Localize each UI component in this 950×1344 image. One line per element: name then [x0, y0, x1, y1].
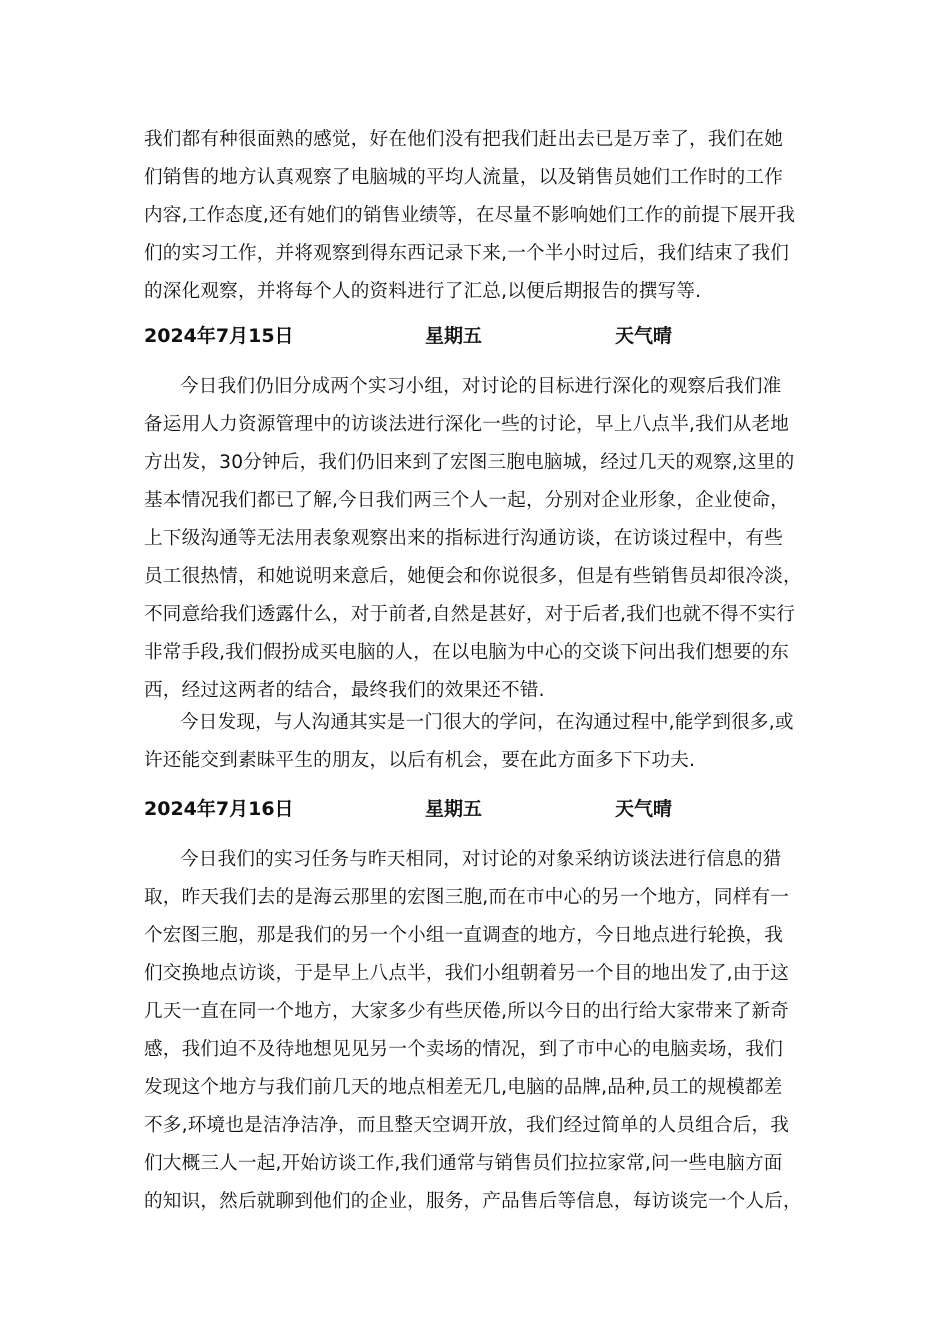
text-line: 的深化观察，并将每个人的资料进行了汇总,以便后期报告的撰写等. [144, 281, 702, 302]
text-line: 基本情况我们都已了解,今日我们两三个人一起，分别对企业形象，企业使命， [144, 490, 790, 511]
text-line: 内容,工作态度,还有她们的销售业绩等，在尽量不影响她们工作的前提下展开我 [144, 205, 796, 226]
text-line: 西，经过这两者的结合，最终我们的效果还不错. [144, 680, 545, 701]
entry-weekday: 星期五 [425, 325, 483, 347]
text-line: 今日发现，与人沟通其实是一门很大的学问，在沟通过程中,能学到很多,或 [180, 712, 794, 733]
text-line: 发现这个地方与我们前几天的地点相差无几,电脑的品牌,品种,员工的规模都差 [144, 1077, 783, 1098]
text-line: 备运用人力资源管理中的访谈法进行深化一些的讨论，早上八点半,我们从老地 [144, 414, 790, 435]
text-line: 今日我们的实习任务与昨天相同，对讨论的对象采纳访谈法进行信息的猎 [180, 849, 782, 870]
entry-weekday: 星期五 [425, 798, 483, 820]
paragraph-entry-2 [144, 841, 824, 1221]
text-line: 感，我们迫不及待地想见见另一个卖场的情况，到了市中心的电脑卖场，我们 [144, 1039, 783, 1060]
entry-date: 2024年7月16日 [144, 798, 294, 820]
text-line: 上下级沟通等无法用表象观察出来的指标进行沟通访谈，在访谈过程中，有些 [144, 528, 783, 549]
entry-weather: 天气晴 [615, 798, 673, 820]
text-line: 我们都有种很面熟的感觉，好在他们没有把我们赶出去已是万幸了，我们在她 [144, 129, 783, 150]
text-line: 不同意给我们透露什么，对于前者,自然是甚好，对于后者,我们也就不得不实行 [144, 604, 796, 625]
text-line: 非常手段,我们假扮成买电脑的人，在以电脑为中心的交谈下问出我们想要的东 [144, 642, 790, 663]
text-line: 几天一直在同一个地方，大家多少有些厌倦,所以今日的出行给大家带来了新奇 [144, 1001, 790, 1022]
text-line: 不多,环境也是洁净洁净，而且整天空调开放，我们经过简单的人员组合后，我 [144, 1115, 790, 1136]
text-line: 取，昨天我们去的是海云那里的宏图三胞,而在市中心的另一个地方，同样有一 [144, 887, 790, 908]
entry-date: 2024年7月15日 [144, 325, 294, 347]
text-line: 许还能交到素昧平生的朋友，以后有机会，要在此方面多下下功夫. [144, 750, 696, 771]
paragraph-continued [144, 121, 824, 311]
paragraph-entry-1 [144, 368, 824, 710]
text-line: 个宏图三胞，那是我们的另一个小组一直调查的地方，今日地点进行轮换，我 [144, 925, 783, 946]
paragraph-entry-1-summary [144, 704, 824, 780]
entry-weather: 天气晴 [615, 325, 673, 347]
text-line: 们的实习工作，并将观察到得东西记录下来,一个半小时过后，我们结束了我们 [144, 243, 790, 264]
text-line: 们交换地点访谈，于是早上八点半，我们小组朝着另一个目的地出发了,由于这 [144, 963, 790, 984]
diary-entry-heading [144, 321, 824, 351]
text-line: 们大概三人一起,开始访谈工作,我们通常与销售员们拉拉家常,问一些电脑方面 [144, 1153, 783, 1174]
text-line: 员工很热情，和她说明来意后，她便会和你说很多，但是有些销售员却很冷淡， [144, 566, 802, 587]
text-line: 的知识，然后就聊到他们的企业，服务，产品售后等信息，每访谈完一个人后， [144, 1191, 802, 1212]
diary-entry-heading [144, 794, 824, 824]
text-line: 们销售的地方认真观察了电脑城的平均人流量，以及销售员她们工作时的工作 [144, 167, 783, 188]
text-line: 方出发，30分钟后，我们仍旧来到了宏图三胞电脑城，经过几天的观察,这里的 [144, 452, 795, 473]
text-line: 今日我们仍旧分成两个实习小组，对讨论的目标进行深化的观察后我们准 [180, 376, 782, 397]
